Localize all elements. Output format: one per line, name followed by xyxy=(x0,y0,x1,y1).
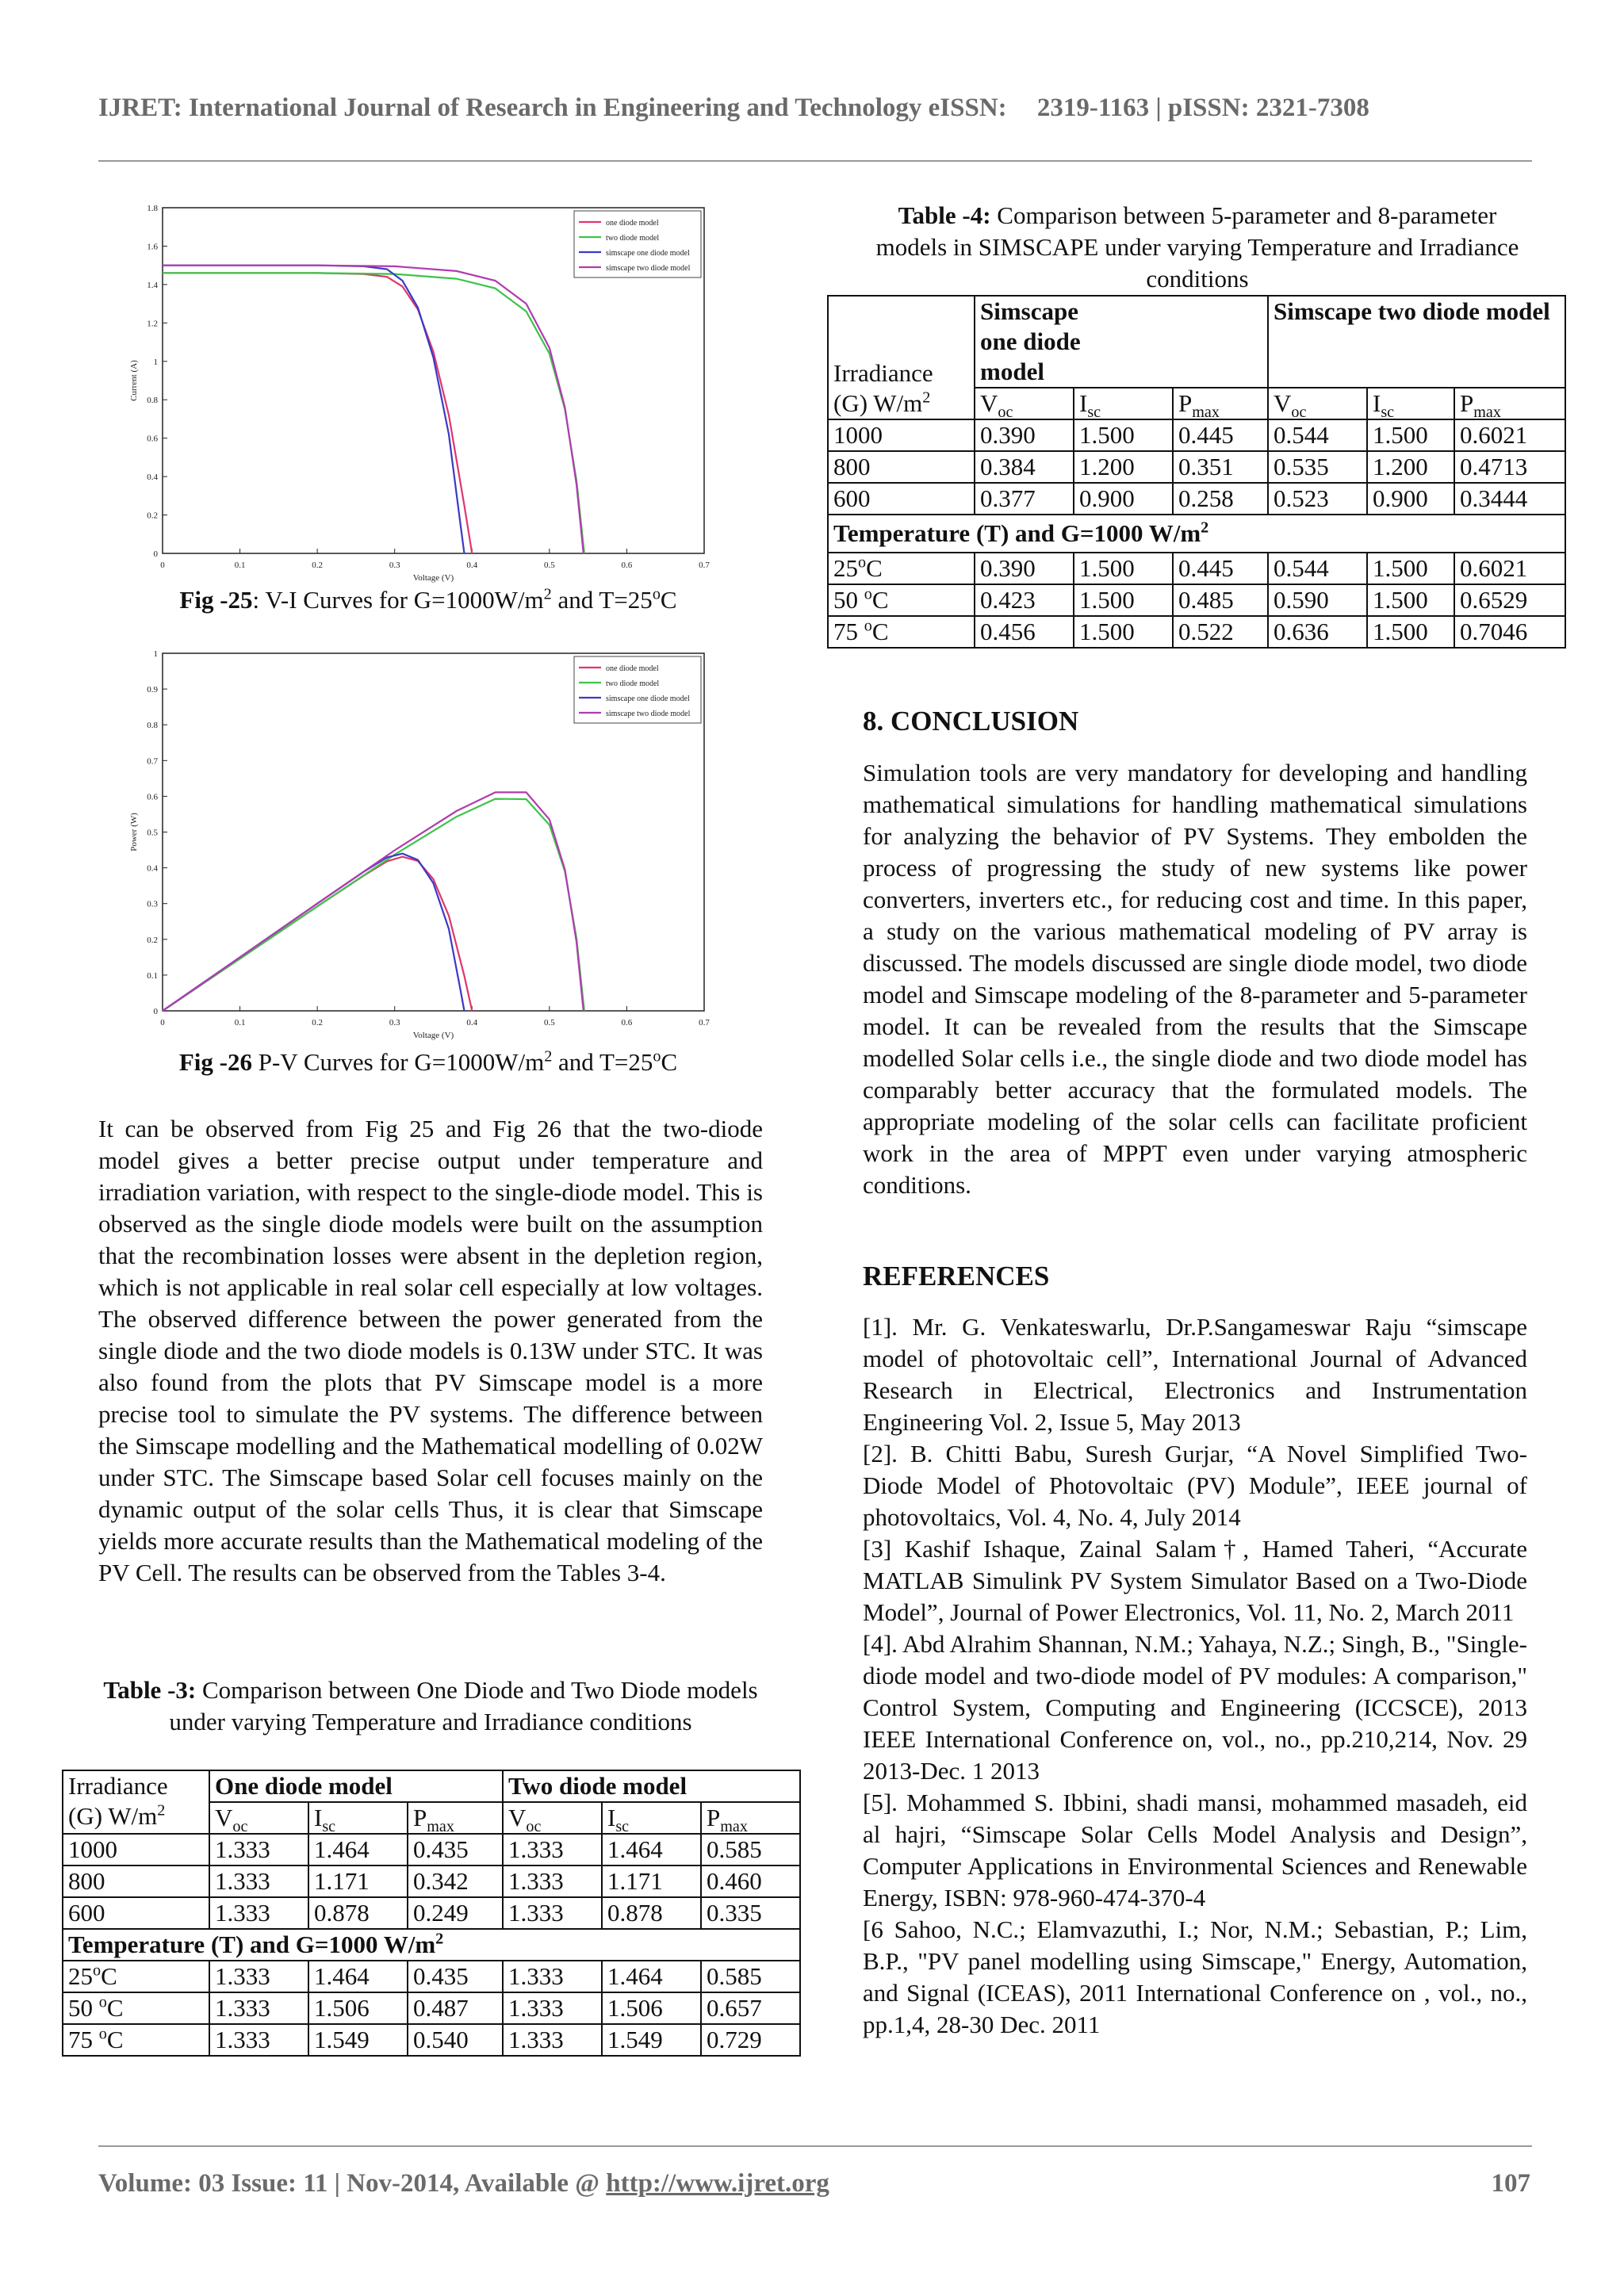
t3-temp-cell: 1.333 xyxy=(503,1961,602,1992)
y-tick-label: 0.1 xyxy=(147,970,158,981)
t3-irr-cell: 1.171 xyxy=(308,1866,408,1897)
t4-temp-cell: 1.500 xyxy=(1074,616,1173,648)
journal-name: IJRET: International Journal of Research in Engineering and Technology eISSN: xyxy=(98,94,1007,122)
legend-label: simscape one diode model xyxy=(606,249,690,258)
t3-voc-1: $V_{oc}$ xyxy=(209,1802,308,1834)
t4-irr-cell: 1.500 xyxy=(1074,419,1173,451)
t3-irr-cell: 1.464 xyxy=(602,1834,701,1866)
t3-irr-cell: 0.335 xyxy=(701,1897,800,1929)
t4-temp-cell: 1.500 xyxy=(1074,584,1173,616)
t4-group-simscape-two: Simscape two diode model xyxy=(1268,296,1565,388)
t3-temp-cell: 1.333 xyxy=(503,2024,602,2056)
t4-temp-cell: 0.6529 xyxy=(1454,584,1565,616)
t4-irr-cell: 0.384 xyxy=(975,451,1074,483)
table4-caption xyxy=(864,200,1530,295)
reference-item: [2]. B. Chitti Babu, Suresh Gurjar, “A Novel Simplified Two-Diode Model of Photovoltaic (PV) Module”, IEEE journal of photovoltaics, Vol. 4, No. 4, July 2014 xyxy=(863,1440,1527,1531)
y-tick-label: 0.6 xyxy=(147,434,158,444)
fig25-caption-label: Fig -25 xyxy=(179,586,253,614)
t4-temp-cell: 0.456 xyxy=(975,616,1074,648)
t4-irr-cell: 1.200 xyxy=(1074,451,1173,483)
y-tick-label: 1.4 xyxy=(147,280,158,290)
t4-temp-cell: 1.500 xyxy=(1367,553,1454,584)
journal-issn: 2319-1163 | pISSN: 2321-7308 xyxy=(1036,94,1369,122)
t4-temperature-rows xyxy=(828,553,1565,648)
t4-temp-cell: 1.500 xyxy=(1074,553,1173,584)
t4-temp-cell: 0.7046 xyxy=(1454,616,1565,648)
t3-temp-cell: 0.729 xyxy=(701,2024,800,2056)
x-tick-label: 0.6 xyxy=(621,1018,633,1027)
y-tick-label: 0.4 xyxy=(147,863,158,874)
t3-temp-row xyxy=(63,2024,800,2056)
t3-irradiance-header: Irradiance (G) $W/m^2$ xyxy=(63,1770,209,1834)
t3-irr-cell: 1.333 xyxy=(209,1897,308,1929)
t4-temp-row xyxy=(828,584,1565,616)
t4-irr-cell: 0.523 xyxy=(1268,483,1367,515)
t4-pmax-2: $P_{max}$ xyxy=(1454,388,1565,419)
legend-label: one diode model xyxy=(606,664,659,673)
legend-label: simscape two diode model xyxy=(606,264,691,273)
t3-temp-temp-cell: 75 $^o$C xyxy=(63,2024,209,2056)
t3-temp-row xyxy=(63,1992,800,2024)
fig25-caption-unit: C xyxy=(660,586,677,614)
fig26-caption-sup: 2 xyxy=(544,1047,553,1066)
y-tick-label: 0.2 xyxy=(147,935,158,945)
t4-irr-row xyxy=(828,483,1565,515)
t4-irr-row xyxy=(828,451,1565,483)
t3-pmax-1: $P_{max}$ xyxy=(408,1802,503,1834)
t3-irr-row xyxy=(63,1897,800,1929)
t3-temp-cell: 1.333 xyxy=(503,1992,602,2024)
table-3 xyxy=(62,1770,801,2057)
t3-temp-row xyxy=(63,1961,800,1992)
t3-irr-cell: 1000 xyxy=(63,1834,209,1866)
y-tick-label: 0.2 xyxy=(147,511,158,521)
y-tick-label: 0.6 xyxy=(147,792,158,802)
t3-irr-row xyxy=(63,1834,800,1866)
reference-item: [4]. Abd Alrahim Shannan, N.M.; Yahaya, N.Z.; Singh, B., "Single-diode model and two-diode model of PV modules: A comparison," Control System, Computing and Engineering (ICCSCE), 2013 IEEE International Conference on, vol., no., pp.210,214, Nov. 29 2013-Dec. 1 2013 xyxy=(863,1630,1527,1785)
t4-isc-2: $I_{sc}$ xyxy=(1367,388,1454,419)
t3-temp-cell: 0.585 xyxy=(701,1961,800,1992)
t3-irradiance-rows xyxy=(63,1834,800,1929)
t4-voc-2: $V_{oc}$ xyxy=(1268,388,1367,419)
table4-caption-label: Table -4: xyxy=(898,201,991,229)
y-axis-label: Current (A) xyxy=(129,360,139,401)
vi-curve-chart xyxy=(127,198,714,587)
t3-temp-cell: 1.333 xyxy=(209,2024,308,2056)
legend-label: one diode model xyxy=(606,219,659,228)
t4-irr-cell: 1000 xyxy=(828,419,975,451)
t3-group-one-diode: One diode model xyxy=(209,1770,503,1802)
fig26-caption-text: P-V Curves for G=1000W/m xyxy=(251,1048,545,1076)
t3-irr-cell: 0.878 xyxy=(308,1897,408,1929)
t4-irr-cell: 0.6021 xyxy=(1454,419,1565,451)
t3-temperature-rows xyxy=(63,1961,800,2056)
t3-irr-cell: 0.435 xyxy=(408,1834,503,1866)
t3-irr-cell: 800 xyxy=(63,1866,209,1897)
t4-temp-cell: 1.500 xyxy=(1367,584,1454,616)
t3-temp-cell: 0.540 xyxy=(408,2024,503,2056)
t3-irr-cell: 0.249 xyxy=(408,1897,503,1929)
t4-irr-cell: 0.377 xyxy=(975,483,1074,515)
x-tick-label: 0.1 xyxy=(234,561,246,570)
t4-temp-cell: 0.423 xyxy=(975,584,1074,616)
t3-temp-temp-cell: 25$^o$C xyxy=(63,1961,209,1992)
legend-label: simscape one diode model xyxy=(606,695,690,703)
t3-temp-cell: 1.333 xyxy=(209,1961,308,1992)
discussion-paragraph: It can be observed from Fig 25 and Fig 26 that the two-diode model gives a better precise output under temperature and irradiation variation, with respect to the single-diode model. This is observed as the single diode models were built on the assumption that the recombination losses were absent in the depletion region, which is not applicable in real solar cell especially at low voltages. The observed difference between the power generated from the single diode and the two diode models is 0.13W under STC. It was also found from the plots that PV Simscape model is a more precise tool to simulate the PV systems. The difference between the Simscape modelling and the Mathematical modelling of 0.02W under STC. The Simscape based Solar cell focuses mainly on the dynamic output of the solar cells Thus, it is clear that Simscape yields more accurate results than the Mathematical modeling of the PV Cell. The results can be observed from the Tables 3-4. xyxy=(98,1115,763,1586)
t4-irr-cell: 0.900 xyxy=(1074,483,1173,515)
y-tick-label: 0.7 xyxy=(147,756,158,767)
t4-irr-cell: 0.445 xyxy=(1173,419,1268,451)
x-tick-label: 0.2 xyxy=(312,1018,324,1027)
x-tick-label: 0.1 xyxy=(234,1018,246,1027)
t3-temperature-title: Temperature (T) and G=1000 $W/m^2$ xyxy=(63,1929,800,1961)
y-tick-label: 0.4 xyxy=(147,473,158,483)
t4-irradiance-rows xyxy=(828,419,1565,515)
t3-irr-cell: 1.333 xyxy=(209,1866,308,1897)
t3-temp-cell: 1.464 xyxy=(308,1961,408,1992)
t4-isc-1: $I_{sc}$ xyxy=(1074,388,1173,419)
t3-irr-cell: 0.585 xyxy=(701,1834,800,1866)
t3-temp-cell: 1.506 xyxy=(308,1992,408,2024)
fig26-caption-unit: C xyxy=(661,1048,678,1076)
t3-irr-cell: 1.333 xyxy=(503,1834,602,1866)
x-tick-label: 0.5 xyxy=(543,561,555,570)
t4-temp-cell: 0.390 xyxy=(975,553,1074,584)
t3-irr-cell: 1.333 xyxy=(503,1866,602,1897)
conclusion-text: Simulation tools are very mandatory for developing and handling mathematical simulations for handling mathematical simulations for analyzing the behavior of PV Systems. They embolden the process of progressing the study of new systems like power converters, inverters etc., for reducing cost and time. In this paper, a study on the various mathematical modeling of PV array is discussed. The models discussed are single diode model, two diode model and Simscape modeling of the 8-parameter and 5-parameter model. It can be revealed from the results that the Simscape modelled Solar cells i.e., the single diode and two diode model has comparably better accuracy that the formulated models. The appropriate modeling of the solar cells can facilitate proficient work in the area of MPPT even under varying atmospheric conditions. xyxy=(863,759,1527,1199)
y-tick-label: 0.9 xyxy=(147,685,158,695)
t3-irr-cell: 1.333 xyxy=(503,1897,602,1929)
t4-irr-cell: 0.3444 xyxy=(1454,483,1565,515)
t4-irr-cell: 0.535 xyxy=(1268,451,1367,483)
t3-pmax-2: $P_{max}$ xyxy=(701,1802,800,1834)
t4-irr-cell: 0.900 xyxy=(1367,483,1454,515)
x-axis-label: Voltage (V) xyxy=(412,573,454,583)
t3-voc-2: $V_{oc}$ xyxy=(503,1802,602,1834)
y-tick-label: 0.8 xyxy=(147,396,158,406)
references-list xyxy=(863,1311,1527,2041)
t3-temp-cell: 1.333 xyxy=(209,1992,308,2024)
t4-irr-cell: 0.351 xyxy=(1173,451,1268,483)
fig26-caption-tail: and T=25 xyxy=(552,1048,653,1076)
fig25-caption-sup: 2 xyxy=(543,585,552,603)
t4-irr-cell: 0.4713 xyxy=(1454,451,1565,483)
t4-irr-cell: 1.200 xyxy=(1367,451,1454,483)
table3-caption-label: Table -3: xyxy=(103,1676,197,1704)
t3-irr-row xyxy=(63,1866,800,1897)
t4-voc-1: $V_{oc}$ xyxy=(975,388,1074,419)
conclusion-heading: 8. CONCLUSION xyxy=(863,706,1079,737)
t4-irr-cell: 0.390 xyxy=(975,419,1074,451)
legend-label: simscape two diode model xyxy=(606,710,691,718)
journal-header xyxy=(98,94,1369,123)
t4-irradiance-header: Irradiance (G) $W/m^2$ xyxy=(828,296,975,419)
table3-caption-text: Comparison between One Diode and Two Diode models under varying Temperature and Irradiance conditions xyxy=(169,1676,758,1735)
reference-item: [6 Sahoo, N.C.; Elamvazuthi, I.; Nor, N.M.; Sebastian, P.; Lim, B.P., "PV panel modelling using Simscape," Energy, Automation, and Signal (ICEAS), 2011 International Conference on , vol., no., pp.1,4, 28-30 Dec. 2011 xyxy=(863,1915,1527,2038)
t4-temperature-title: Temperature (T) and G=1000 $W/m^2$ xyxy=(828,515,1565,553)
x-tick-label: 0.4 xyxy=(466,561,478,570)
t4-temp-row xyxy=(828,616,1565,648)
t4-irr-cell: 800 xyxy=(828,451,975,483)
fig26-caption xyxy=(63,1047,793,1078)
t4-irr-cell: 1.500 xyxy=(1367,419,1454,451)
fig26-caption-label: Fig -26 xyxy=(178,1048,252,1076)
legend-label: two diode model xyxy=(606,679,660,688)
page-number: 107 xyxy=(1491,2169,1530,2198)
x-tick-label: 0.7 xyxy=(699,1018,710,1027)
t3-temp-cell: 1.549 xyxy=(602,2024,701,2056)
t3-temp-cell: 0.435 xyxy=(408,1961,503,1992)
footer-link[interactable]: http://www.ijret.org xyxy=(606,2169,829,2198)
t3-temp-cell: 0.487 xyxy=(408,1992,503,2024)
x-tick-label: 0.3 xyxy=(389,1018,400,1027)
t4-pmax-1: $P_{max}$ xyxy=(1173,388,1268,419)
legend-label: two diode model xyxy=(606,234,660,243)
t4-group-simscape-one: Simscape one diode model xyxy=(975,296,1268,388)
t3-isc-2: $I_{sc}$ xyxy=(602,1802,701,1834)
t4-temp-temp-cell: 75 $^o$C xyxy=(828,616,975,648)
t3-irr-cell: 0.460 xyxy=(701,1866,800,1897)
t3-irr-cell: 1.333 xyxy=(209,1834,308,1866)
t4-temp-cell: 0.522 xyxy=(1173,616,1268,648)
footer-text: Volume: 03 Issue: 11 | Nov-2014, Available @ xyxy=(98,2169,607,2198)
y-tick-label: 0.5 xyxy=(147,828,158,838)
t3-irr-cell: 1.464 xyxy=(308,1834,408,1866)
t3-temp-cell: 1.506 xyxy=(602,1992,701,2024)
y-tick-label: 0.3 xyxy=(147,899,158,909)
fig26-caption-deg: o xyxy=(653,1047,661,1066)
table4-caption-text: Comparison between 5-parameter and 8-parameter models in SIMSCAPE under varying Temperature and Irradiance conditions xyxy=(875,201,1519,293)
t4-temp-cell: 0.485 xyxy=(1173,584,1268,616)
t4-irr-cell: 0.258 xyxy=(1173,483,1268,515)
x-tick-label: 0.3 xyxy=(389,561,400,570)
y-tick-label: 1 xyxy=(153,649,158,659)
t4-temp-cell: 1.500 xyxy=(1367,616,1454,648)
x-tick-label: 0 xyxy=(160,561,165,570)
x-tick-label: 0.4 xyxy=(466,1018,478,1027)
y-tick-label: 0 xyxy=(153,1007,158,1016)
t4-temp-cell: 0.6021 xyxy=(1454,553,1565,584)
t4-temp-cell: 0.544 xyxy=(1268,553,1367,584)
fig25-caption xyxy=(63,584,793,616)
fig25-caption-deg: o xyxy=(652,585,661,603)
references-heading: REFERENCES xyxy=(863,1261,1050,1292)
y-tick-label: 0.8 xyxy=(147,721,158,731)
t4-temp-temp-cell: 50 $^o$C xyxy=(828,584,975,616)
table3-caption xyxy=(98,1674,763,1738)
t3-temp-cell: 1.464 xyxy=(602,1961,701,1992)
y-tick-label: 1.8 xyxy=(147,204,158,213)
y-axis-label: Power (W) xyxy=(129,813,139,851)
t3-irr-cell: 600 xyxy=(63,1897,209,1929)
t3-isc-1: $I_{sc}$ xyxy=(308,1802,408,1834)
y-tick-label: 1 xyxy=(153,357,158,367)
reference-item: [3] Kashif Ishaque, Zainal Salam†, Hamed Taheri, “Accurate MATLAB Simulink PV System Simulator Based on a Two-Diode Model”, Journal of Power Electronics, Vol. 11, No. 2, March 2011 xyxy=(863,1535,1527,1626)
y-tick-label: 0 xyxy=(153,549,158,559)
table-4 xyxy=(827,295,1566,649)
t4-irr-cell: 600 xyxy=(828,483,975,515)
t3-temp-temp-cell: 50 $^o$C xyxy=(63,1992,209,2024)
pv-curve-chart xyxy=(127,644,714,1044)
footer-rule xyxy=(98,2145,1532,2147)
reference-item: [1]. Mr. G. Venkateswarlu, Dr.P.Sangameswar Raju “simscape model of photovoltaic cell”, International Journal of Advanced Research in Electrical, Electronics and Instrumentation Engineering Vol. 2, Issue 5, May 2013 xyxy=(863,1313,1527,1436)
t3-irr-cell: 0.878 xyxy=(602,1897,701,1929)
x-tick-label: 0 xyxy=(160,1018,165,1027)
header-rule xyxy=(98,160,1532,162)
y-tick-label: 1.2 xyxy=(147,319,158,329)
t4-temp-row xyxy=(828,553,1565,584)
x-tick-label: 0.2 xyxy=(312,561,324,570)
t3-irr-cell: 0.342 xyxy=(408,1866,503,1897)
fig25-caption-tail: and T=25 xyxy=(551,586,653,614)
t3-temp-cell: 0.657 xyxy=(701,1992,800,2024)
footer-volume xyxy=(98,2169,829,2198)
fig25-caption-text: : V-I Curves for G=1000W/m xyxy=(252,586,544,614)
t4-irr-row xyxy=(828,419,1565,451)
x-tick-label: 0.6 xyxy=(621,561,633,570)
t4-temp-cell: 0.636 xyxy=(1268,616,1367,648)
x-tick-label: 0.7 xyxy=(699,561,710,570)
t4-temp-temp-cell: 25$^o$C xyxy=(828,553,975,584)
t3-temp-cell: 1.549 xyxy=(308,2024,408,2056)
x-tick-label: 0.5 xyxy=(543,1018,555,1027)
t3-irr-cell: 1.171 xyxy=(602,1866,701,1897)
t4-temp-cell: 0.590 xyxy=(1268,584,1367,616)
t3-group-two-diode: Two diode model xyxy=(503,1770,800,1802)
t4-irr-cell: 0.544 xyxy=(1268,419,1367,451)
reference-item: [5]. Mohammed S. Ibbini, shadi mansi, mohammed masadeh, eid al hajri, “Simscape Solar Cells Model Analysis and Design”, Computer Applications in Environmental Sciences and Renewable Energy, ISBN: 978-960-474-370-4 xyxy=(863,1789,1527,1911)
y-tick-label: 1.6 xyxy=(147,242,158,252)
x-axis-label: Voltage (V) xyxy=(412,1031,454,1040)
t4-temp-cell: 0.445 xyxy=(1173,553,1268,584)
